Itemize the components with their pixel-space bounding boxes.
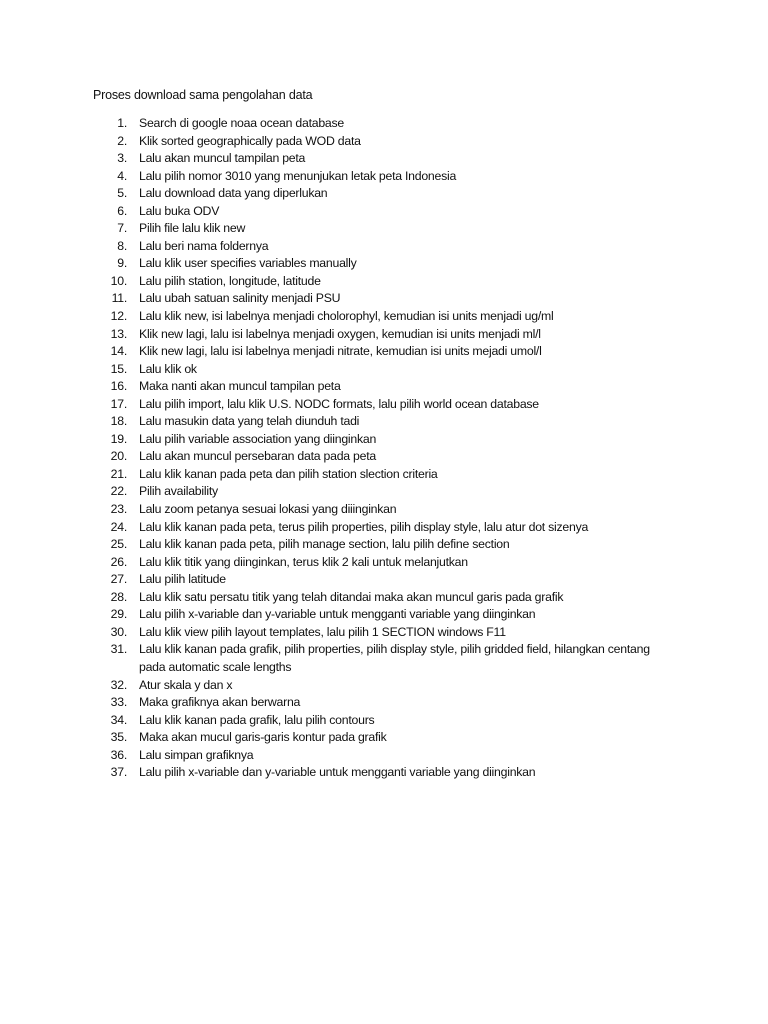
list-item-text: Lalu pilih variable association yang diinginkan (139, 431, 377, 446)
list-item-number: 18. (110, 414, 127, 429)
list-item-number: 31. (110, 642, 127, 657)
list-item-text: Lalu klik kanan pada peta dan pilih station slection criteria (139, 466, 438, 481)
list-item (0, 168, 700, 186)
list-item-number: 16. (110, 379, 127, 394)
list-item (0, 115, 700, 133)
list-item (0, 589, 700, 607)
list-item (0, 396, 700, 414)
list-item (0, 571, 700, 589)
list-item-text: Atur skala y dan x (139, 677, 233, 692)
list-item-text: Lalu beri nama foldernya (139, 238, 269, 253)
list-item-text: Lalu zoom petanya sesuai lokasi yang diiinginkan (139, 502, 397, 517)
list-item-text: Lalu klik kanan pada peta, terus pilih properties, pilih display style, lalu atur dot sizenya (139, 519, 589, 534)
list-item-text: Maka grafiknya akan berwarna (139, 695, 301, 710)
list-item (0, 554, 700, 572)
list-item-text: Lalu pilih latitude (139, 572, 226, 587)
list-item-text: Lalu pilih x-variable dan y-variable untuk mengganti variable yang diinginkan (139, 765, 536, 780)
list-item (0, 290, 700, 308)
list-item-number: 20. (110, 449, 127, 464)
list-item (0, 343, 700, 361)
steps-list (0, 115, 700, 782)
list-item (0, 519, 700, 537)
list-item (0, 255, 700, 273)
list-item-number: 30. (110, 624, 127, 639)
list-item-number: 13. (110, 326, 127, 341)
list-item-number: 26. (110, 554, 127, 569)
list-item (0, 431, 700, 449)
list-item-text: Lalu klik kanan pada grafik, lalu pilih contours (139, 712, 375, 727)
list-item (0, 361, 700, 379)
list-item-number: 19. (110, 431, 127, 446)
list-item-number: 3. (117, 151, 127, 166)
list-item (0, 764, 700, 782)
list-item-number: 8. (117, 238, 127, 253)
list-item-text: Lalu klik ok (139, 361, 197, 376)
list-item (0, 150, 700, 168)
list-item-text: Lalu akan muncul tampilan peta (139, 151, 306, 166)
list-item-number: 29. (110, 607, 127, 622)
list-item-number: 5. (117, 186, 127, 201)
list-item-number: 24. (110, 519, 127, 534)
list-item-number: 2. (117, 133, 127, 148)
list-item-text: Lalu pilih station, longitude, latitude (139, 273, 321, 288)
list-item (0, 712, 700, 730)
list-item-number: 35. (110, 730, 127, 745)
list-item (0, 238, 700, 256)
list-item-text: Lalu pilih nomor 3010 yang menunjukan letak peta Indonesia (139, 168, 457, 183)
list-item-number: 23. (110, 502, 127, 517)
list-item-text: Lalu klik new, isi labelnya menjadi cholorophyl, kemudian isi units menjadi ug/ml (139, 309, 554, 324)
list-item (0, 466, 700, 484)
list-item-number: 1. (117, 116, 127, 130)
list-item-text: Lalu simpan grafiknya (139, 747, 254, 762)
list-item (0, 220, 700, 238)
list-item-text: Pilih file lalu klik new (139, 221, 246, 236)
list-item-number: 36. (110, 747, 127, 762)
list-item-text: Pilih availability (139, 484, 218, 499)
list-item-number: 9. (117, 256, 127, 271)
list-item-text: Lalu klik satu persatu titik yang telah ditandai maka akan muncul garis pada grafik (139, 589, 564, 604)
list-item (0, 448, 700, 466)
list-item (0, 747, 700, 765)
list-item-number: 33. (110, 695, 127, 710)
list-item-number: 22. (110, 484, 127, 499)
list-item-number: 28. (110, 589, 127, 604)
list-item-text: Maka nanti akan muncul tampilan peta (139, 379, 341, 394)
list-item-text: Lalu ubah satuan salinity menjadi PSU (139, 291, 341, 306)
list-item (0, 729, 700, 747)
list-item-number: 37. (110, 765, 127, 780)
list-item-text: Lalu masukin data yang telah diunduh tadi (139, 414, 360, 429)
list-item-number: 7. (117, 221, 127, 236)
list-item (0, 694, 700, 712)
list-item-text: Lalu download data yang diperlukan (139, 186, 328, 201)
list-item-number: 11. (111, 291, 127, 306)
list-item-number: 14. (110, 344, 127, 359)
list-item (0, 273, 700, 291)
list-item (0, 308, 700, 326)
list-item (0, 413, 700, 431)
list-item-number: 17. (110, 396, 127, 411)
list-item (0, 378, 700, 396)
list-item-number: 27. (110, 572, 127, 587)
list-item-text: Lalu akan muncul persebaran data pada peta (139, 449, 376, 464)
list-item-text: Klik new lagi, lalu isi labelnya menjadi oxygen, kemudian isi units menjadi ml/l (139, 326, 541, 341)
list-item-text: Lalu klik view pilih layout templates, lalu pilih 1 SECTION windows F11 (139, 624, 506, 639)
list-item-number: 10. (110, 273, 127, 288)
list-item (0, 641, 700, 676)
list-item-text: Maka akan mucul garis-garis kontur pada grafik (139, 730, 387, 745)
list-item-text: Lalu klik titik yang diinginkan, terus klik 2 kali untuk melanjutkan (139, 554, 468, 569)
list-item (0, 606, 700, 624)
list-item-text: Lalu klik kanan pada grafik, pilih properties, pilih display style, pilih gridded field, hilangkan centang pada automatic scale lengths (139, 642, 650, 674)
list-item-number: 6. (117, 203, 127, 218)
list-item-text: Lalu klik kanan pada peta, pilih manage section, lalu pilih define section (139, 537, 510, 552)
list-item-number: 32. (110, 677, 127, 692)
list-item-number: 25. (110, 537, 127, 552)
list-item (0, 203, 700, 221)
list-item-text: Klik sorted geographically pada WOD data (139, 133, 361, 148)
list-item (0, 185, 700, 203)
list-item (0, 133, 700, 151)
list-item (0, 536, 700, 554)
list-item-text: Lalu pilih x-variable dan y-variable untuk mengganti variable yang diinginkan (139, 607, 536, 622)
list-item-text: Search di google noaa ocean database (139, 116, 345, 130)
list-item-text: Lalu pilih import, lalu klik U.S. NODC formats, lalu pilih world ocean database (139, 396, 539, 411)
list-item-number: 4. (117, 168, 127, 183)
document-title: Proses download sama pengolahan data (93, 88, 313, 102)
list-item (0, 326, 700, 344)
list-item (0, 624, 700, 642)
list-item-number: 15. (110, 361, 127, 376)
list-item (0, 677, 700, 695)
list-item (0, 501, 700, 519)
list-item-text: Lalu buka ODV (139, 203, 220, 218)
list-item-number: 34. (110, 712, 127, 727)
list-item-number: 12. (110, 309, 127, 324)
list-item-text: Klik new lagi, lalu isi labelnya menjadi nitrate, kemudian isi units mejadi umol/l (139, 344, 542, 359)
list-item (0, 483, 700, 501)
list-item-text: Lalu klik user specifies variables manually (139, 256, 357, 271)
list-item-number: 21. (110, 466, 127, 481)
